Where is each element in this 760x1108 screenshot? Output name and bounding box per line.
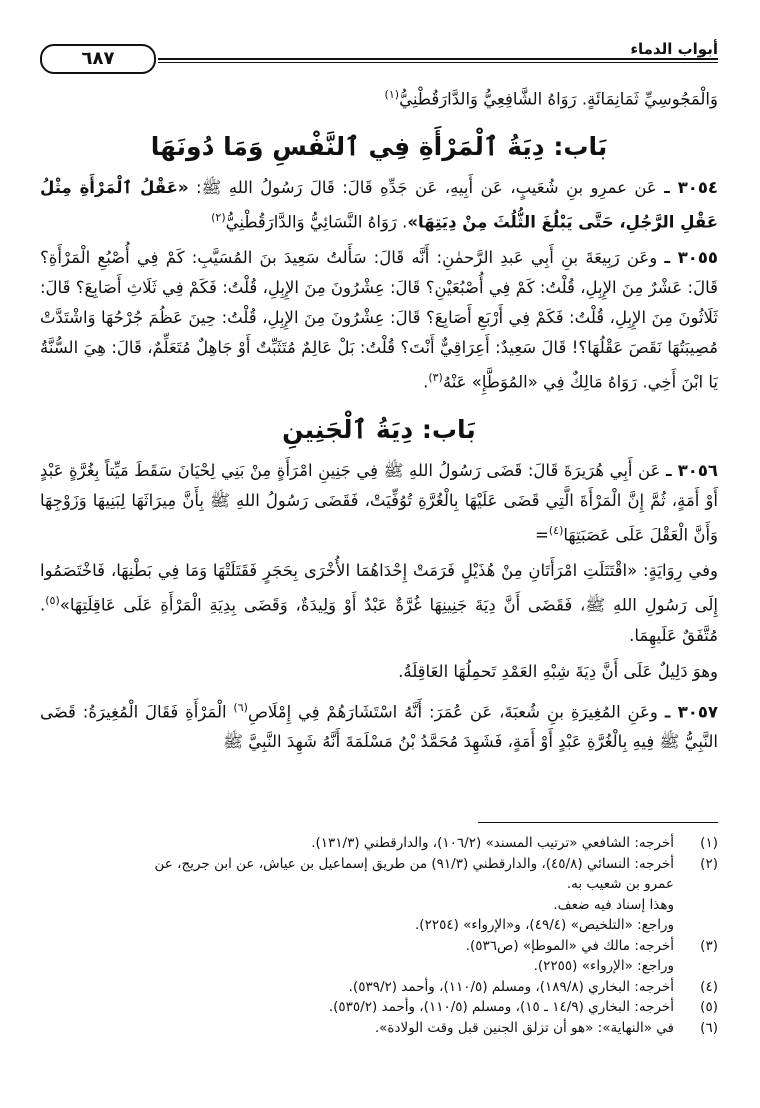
page-header [40,34,718,74]
opening-text: وَالْمَجُوسِيِّ ثَمَانِمَائَةٍ. رَوَاهُ الشَّافِعِيُّ وَالدَّارَقُطْنِيُّ [399,89,718,109]
footnote-mark: (٤) [548,523,564,537]
footnote-5 [40,997,718,1018]
footnote-number: (١) [700,835,718,851]
footnote-number: (٥) [700,999,718,1015]
hadith-text: عَن أَبِي هُرَيرَةَ قَالَ: قَضَى رَسُولُ اللهِ ﷺ فِي جَنِينِ امْرَأَةٍ مِنْ بَنِي لِحْيَانَ سَقَطَ مَيِّتاً بِغُرَّةٍ عَبْدٍ أَوْ أَمَةٍ، ثُمَّ إِنَّ الْمَرْأَةَ الَّتِي قَضَى عَلَيْهَا بِالْغُرَّةِ تُوُفِّيَتْ، فَقَضَى رَسُولُ اللهِ ﷺ بِأَنَّ مِيرَاثَهَا لِبَنِيهَا وَزَوْجِهَا وَأَنَّ الْعَقْلَ عَلَى عَصَبَتِهَا [40,460,718,544]
opening-line [40,80,718,115]
continuation-sign: = [535,525,549,544]
hadith-3056 [40,456,718,551]
footnote-mark: (١) [384,88,400,101]
footnote-6 [40,1018,718,1039]
footnote-rule [478,822,718,823]
footnote-3 [40,936,718,957]
hadith-number: ٣٠٥٥ ـ [664,248,718,267]
hadith-3056-riwaya [40,556,718,651]
chapter-title-woman-diya: بَاب: دِيَةُ ٱلْمَرْأَةِ فِي ٱلنَّفْسِ وَمَا دُونَهَا [150,131,608,161]
footnote-number: (٤) [700,978,718,995]
muttafaq: . مُتَّفَقٌ عَلَيهِمَا. [40,595,718,645]
footnote-2-line-3: وهذا إسناد فيه ضعف. [553,896,674,913]
footnote-2-line-4: وراجع: «التلخيص» (٤٩/٤)، و«الإرواء» (٢٢٥٤). [415,917,674,933]
chapter-title-fetus-diya: بَاب: دِيَةُ ٱلْجَنِينِ [282,414,476,444]
footnote-mark: (٢) [211,210,226,224]
footnote-text: في «النهاية»: «هو أن تزلق الجنين قبل وقت الولادة». [374,1019,674,1036]
footnote-text: أخرجه: البخاري (١٨٩/٨)، ومسلم (١١٠/٥)، وأحمد (٥٣٩/٢). [348,978,674,995]
hadith-3054 [40,173,718,238]
footnote-mark: (٣) [428,371,443,384]
footnote-2-line-2: عمرو بن شعيب به. [566,876,674,892]
footnote-number: (٦) [700,1019,718,1036]
footnote-text: أخرجه: مالك في «الموطإ» (ص٥٣٦). [465,937,674,954]
running-title: أبواب الدماء [630,40,718,58]
hadith-number: ٣٠٥٤ ـ [664,177,719,197]
header-rule [158,58,718,63]
footnote-mark: (٦) [233,700,248,714]
footnote-text: أخرجه: البخاري (١٤/٩ ـ ١٥)، ومسلم (١١٠/٥)، وأحمد (٥٣٥/٢). [328,999,674,1015]
hadith-number: ٣٠٥٦ ـ [666,460,718,480]
footnote-3-line-2: وراجع: «الإرواء» (٢٢٥٥). [533,958,674,974]
hadith-text: عَن عمرِو بنِ شُعَيبٍ، عَن أَبِيهِ، عَن جَدِّهِ قَالَ: قَالَ رَسُولُ اللهِ ﷺ: [196,177,657,197]
dalil-line: وهوَ دَلِيلٌ عَلَى أَنَّ دِيَةَ شِبْهِ العَمْدِ تَحمِلُهَا العَاقِلَةُ. [398,661,718,681]
footnote-text: أخرجه: النسائي (٤٥/٨)، والدارقطني (٩١/٣) من طريق إسماعيل بن عياش، عن ابن جريج، عن [154,855,674,872]
riwaya-text: وفي رِوَايَةٍ: «اقْتَتَلَتِ امْرَأَتَانِ مِنْ هُذَيْلٍ فَرَمَتْ إِحْدَاهُمَا الأُخْرَى بِحَجَرٍ فَقَتَلَتْهَا وَمَا فِي بَطْنِهَا، فَاخْتَصَمُوا إِلَى رَسُولِ اللهِ ﷺ، فَقَضَى أَنَّ دِيَةَ جَنِينِهَا غُرَّةٌ عَبْدٌ أَوْ وَلِيدَةٌ، وَقَضَى بِدِيَةِ الْمَرْأَةِ عَلَى عَاقِلَتِهَا» [40,561,718,615]
footnote-1 [40,833,718,854]
hadith-text: وعَن رَبِيعَةَ بنِ أَبِي عَبدِ الرَّحمٰنِ: أَنَّه قَالَ: سَأَلتُ سَعِيدَ بنَ المُسَيَّبِ: كَمْ فِي أُصْبُعِ الْمَرْأَةِ؟ قَالَ: عَشْرٌ مِنَ الإِبِلِ، قُلْتُ: كَمْ فِي أُصْبُعَيْنِ؟ قَالَ: عِشْرُونَ مِنَ الإِبِلِ، قُلْتُ: فَكَمْ فِي ثَلَاثِ أَصَابِعَ؟ قَالَ: ثَلَاثُونَ مِنَ الإِبِلِ، قُلْتُ: فَكَمْ فِي أَرْبَعِ أَصَابِعَ؟ قَالَ: عِشْرُونَ مِنَ الإِبِلِ، قُلْتُ: حِينَ عَظُمَ جُرْحُهَا وَاشْتَدَّتْ مُصِيبَتُهَا نَقَصَ عَقْلُهَا؟! قَالَ سَعِيدٌ: أَعِرَاقِيٌّ أَنْتَ؟ قُلْتُ: بَلْ عَالِمٌ مُتَثَبِّتٌ أَوْ جَاهِلٌ مُتَعَلِّمٌ، قَالَ: هِيَ السُّنَّةُ يَا ابْنَ أَخِي. رَوَاهُ مَالِكٌ فِي «المُوَطَّإِ» عَنْهُ [40,248,718,392]
footnote-number: (٣) [700,937,718,954]
hadith-number: ٣٠٥٧ ـ [664,702,718,721]
footnotes [40,822,718,1038]
footnote-number: (٢) [700,855,718,872]
hadith-3055: ٣٠٥٥ ـ وعَن رَبِيعَةَ بنِ أَبِي عَبدِ الرَّحمٰنِ: أَنَّه قَالَ: سَأَلتُ سَعِيدَ بنَ المُسَيَّبِ: كَمْ فِي أُصْبُعِ الْمَرْأَةِ؟ قَالَ: عَشْرٌ مِنَ الإِبِلِ، قُلْتُ: كَمْ فِي أُصْبُعَيْنِ؟ قَالَ: عِشْرُونَ مِنَ الإِبِلِ، قُلْتُ: فَكَمْ فِي ثَلَاثِ أَصَابِعَ؟ قَالَ: ثَلَاثُونَ مِنَ الإِبِلِ، قُلْتُ: فَكَمْ فِي أَرْبَعِ أَصَابِعَ؟ قَالَ: عِشْرُونَ مِنَ الإِبِلِ، قُلْتُ: حِينَ عَظُمَ جُرْحُهَا وَاشْتَدَّتْ مُصِيبَتُهَا نَقَصَ عَقْلُهَا؟! قَالَ سَعِيدٌ: أَعِرَاقِيٌّ أَنْتَ؟ قُلْتُ: بَلْ عَالِمٌ مُتَثَبِّتٌ أَوْ جَاهِلٌ مُتَعَلِّمٌ، قَالَ: هِيَ السُّنَّةُ يَا ابْنَ أَخِي. رَوَاهُ مَالِكٌ فِي «المُوَطَّإِ» عَنْهُ$^{(٣)}$. [40,248,718,392]
hadith-quote: «عَقْلُ ٱلْمَرْأَةِ مِثْلُ عَقْلِ الرَّجُلِ، حَتَّى يَبْلُغَ الثُّلُثَ مِنْ دِيَتِهَا» [40,177,718,231]
footnote-mark: (٥) [45,594,60,607]
hadith-text: وعَنِ المُغِيرَةِ بنِ شُعبَةَ، عَن عُمَرَ: أَنَّهُ اسْتَشَارَهُمْ فِي إِمْلَاصِ [247,702,658,721]
footnote-2 [40,854,718,875]
hadith-3057 [40,693,718,758]
footnote-4 [40,977,718,998]
page-number: ٦٨٧ [40,44,156,74]
footnote-text: أخرجه: الشافعي «ترتيب المسند» (١٠٦/٢)، والدارقطني (١٣١/٣). [311,835,674,851]
hadith-source: . رَوَاهُ النَّسَائِيُّ وَالدَّارَقُطْنِيُّ [225,212,408,231]
main-text [40,80,718,757]
hadith-text-cont: الْمَرْأَةِ فَقَالَ الْمُغِيرَةُ: قَضَى النَّبِيُّ ﷺ فِيهِ بِالْغُرَّةِ عَبْدٍ أَوْ أَمَةٍ، فَشَهِدَ مُحَمَّدُ بْنُ مَسْلَمَةَ أَنَّهُ شَهِدَ النَّبِيَّ ﷺ [40,702,718,751]
